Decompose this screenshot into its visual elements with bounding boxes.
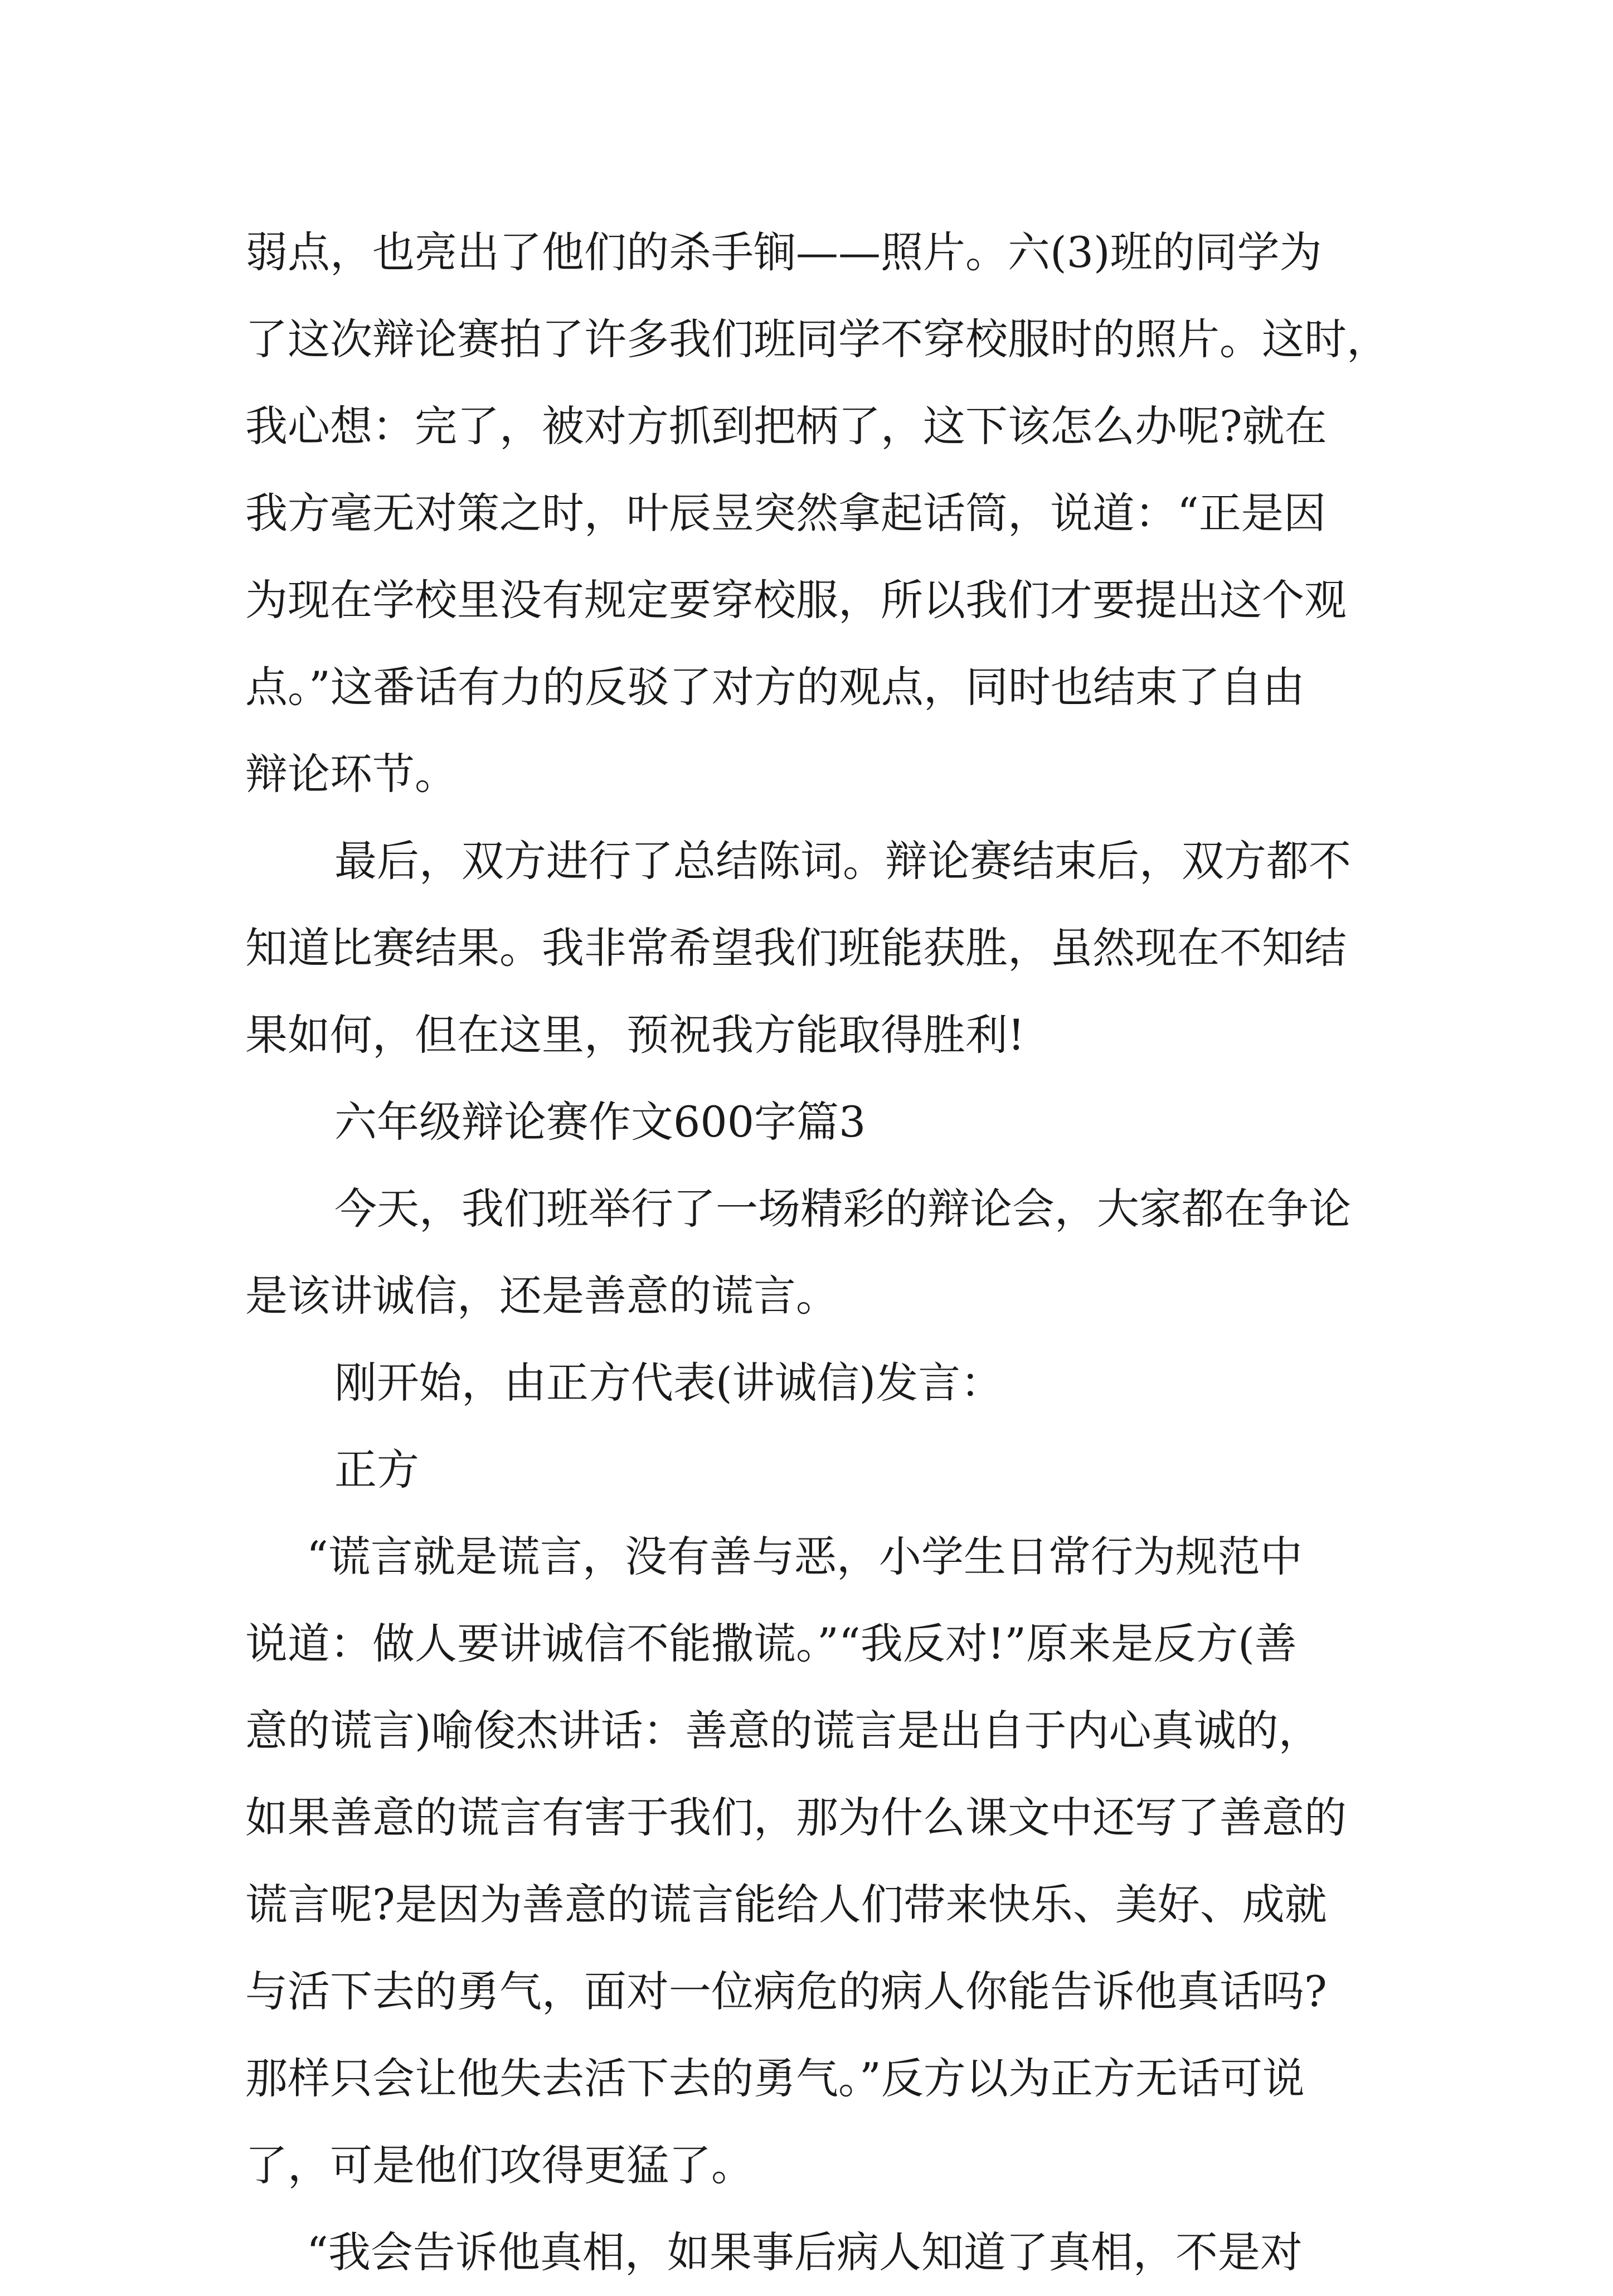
text-line: 如果善意的谎言有害于我们，那为什么课文中还写了善意的 (245, 1793, 1347, 1842)
text-line: 辩论环节。 (245, 749, 457, 799)
text-line: 了这次辩论赛拍了许多我们班同学不穿校服时的照片。这时， (245, 314, 1389, 364)
text-line: 意的谎言)喻俊杰讲话：善意的谎言是出自于内心真诚的， (245, 1706, 1321, 1755)
text-line: 果如何，但在这里，预祝我方能取得胜利! (245, 1010, 1025, 1060)
text-line: 说道：做人要讲诚信不能撒谎。”“我反对!”原来是反方(善 (245, 1619, 1297, 1668)
paragraph-start: “我会告诉他真相，如果事后病人知道了真相，不是对 (307, 2227, 1303, 2277)
text-line: 与活下去的勇气，面对一位病危的病人你能告诉他真话吗? (245, 1967, 1327, 2016)
text-line: 谎言呢?是因为善意的谎言能给人们带来快乐、美好、成就 (245, 1880, 1327, 1929)
text-line: 那样只会让他失去活下去的勇气。”反方以为正方无话可说 (245, 2054, 1305, 2103)
paragraph-start: 最后，双方进行了总结陈词。辩论赛结束后，双方都不 (334, 836, 1351, 886)
text-line: 是该讲诚信，还是善意的谎言。 (245, 1271, 838, 1321)
paragraph-start: 今天，我们班举行了一场精彩的辩论会，大家都在争论 (334, 1184, 1351, 1234)
section-heading: 六年级辩论赛作文600字篇3 (334, 1097, 866, 1147)
document-body (245, 209, 1389, 2296)
speaker-label: 正方 (334, 1445, 419, 1494)
text-line: 我心想：完了，被对方抓到把柄了，这下该怎么办呢?就在 (245, 401, 1327, 451)
text-line: 为现在学校里没有规定要穿校服，所以我们才要提出这个观 (245, 575, 1347, 625)
paragraph-start: 刚开始，由正方代表(讲诚信)发言： (334, 1358, 1003, 1407)
text-line: 了，可是他们攻得更猛了。 (245, 2140, 754, 2190)
text-line: 点。”这番话有力的反驳了对方的观点，同时也结束了自由 (245, 662, 1305, 712)
text-line: 我方毫无对策之时，叶辰昱突然拿起话筒，说道：“正是因 (245, 488, 1326, 538)
text-line: 弱点，也亮出了他们的杀手锏——照片。六(3)班的同学为 (245, 227, 1322, 277)
text-line: 知道比赛结果。我非常希望我们班能获胜，虽然现在不知结 (245, 923, 1347, 973)
paragraph-start: “谎言就是谎言，没有善与恶，小学生日常行为规范中 (307, 1532, 1303, 1581)
